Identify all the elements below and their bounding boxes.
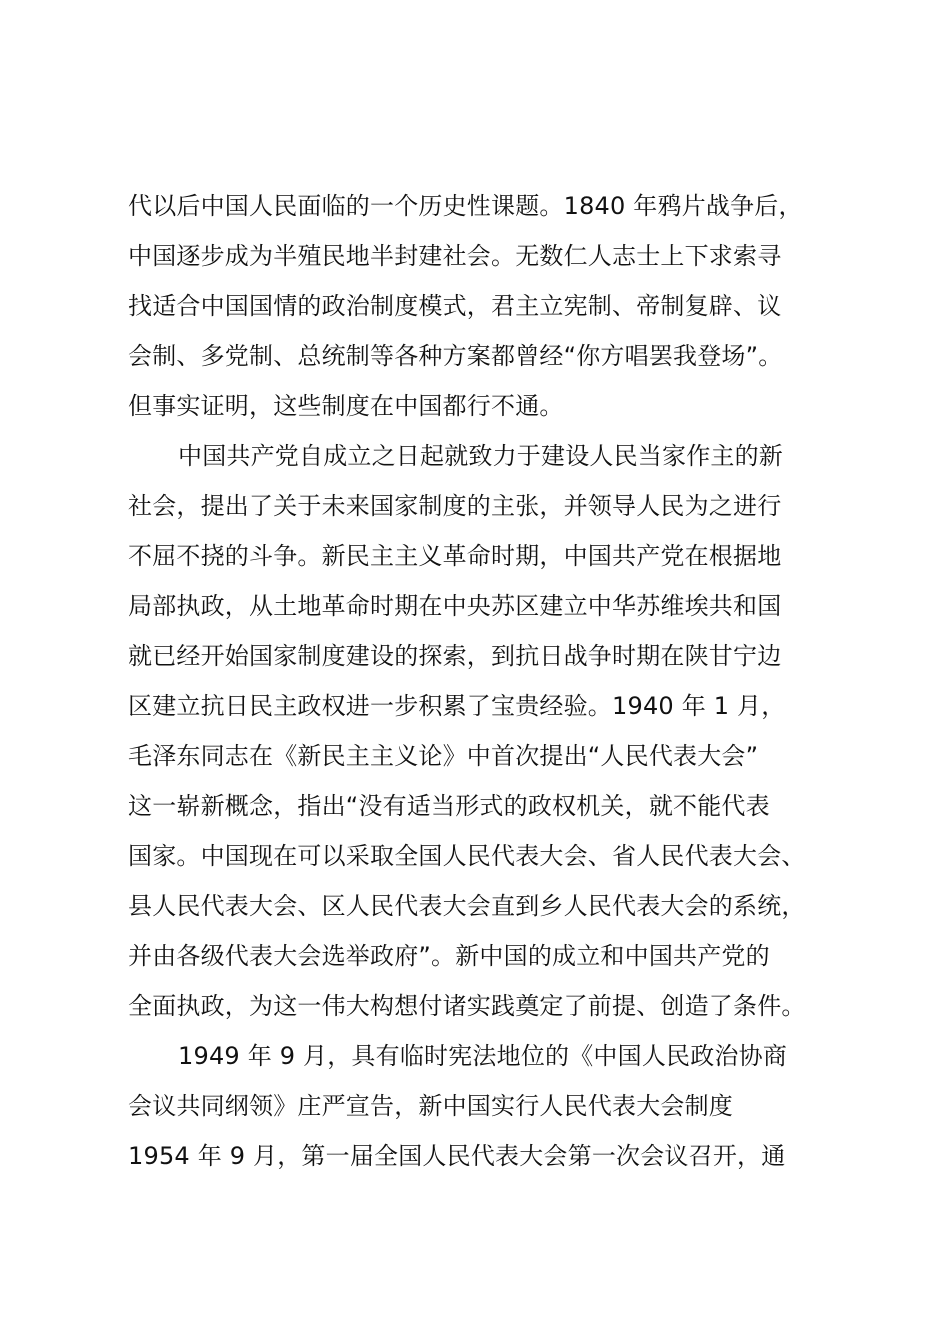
text-line: 社会，提出了关于未来国家制度的主张，并领导人民为之进行 [128, 492, 782, 520]
text-line: 但事实证明，这些制度在中国都行不通。 [128, 392, 564, 420]
text-line: 县人民代表大会、区人民代表大会直到乡人民代表大会的系统， [128, 892, 806, 920]
text-line: 这一崭新概念，指出“没有适当形式的政权机关，就不能代表 [128, 792, 770, 820]
text-line: 就已经开始国家制度建设的探索，到抗日战争时期在陕甘宁边 [128, 642, 782, 670]
text-line: 局部执政，从土地革命时期在中央苏区建立中华苏维埃共和国 [128, 592, 782, 620]
text-line: 中国逐步成为半殖民地半封建社会。无数仁人志士上下求索寻 [128, 242, 782, 270]
paragraph-first-line: 1949 年 9 月，具有临时宪法地位的《中国人民政治协商 [178, 1042, 788, 1070]
text-line: 并由各级代表大会选举政府”。新中国的成立和中国共产党的 [128, 942, 770, 970]
text-line: 国家。中国现在可以采取全国人民代表大会、省人民代表大会、 [128, 842, 806, 870]
text-line: 会制、多党制、总统制等各种方案都曾经“你方唱罢我登场”。 [128, 342, 783, 370]
text-line: 不屈不挠的斗争。新民主主义革命时期，中国共产党在根据地 [128, 542, 782, 570]
text-line: 区建立抗日民主政权进一步积累了宝贵经验。1940 年 1 月， [128, 692, 786, 720]
text-line: 找适合中国国情的政治制度模式，君主立宪制、帝制复辟、议 [128, 292, 782, 320]
text-line: 全面执政，为这一伟大构想付诸实践奠定了前提、创造了条件。 [128, 992, 806, 1020]
text-line: 会议共同纲领》庄严宣告，新中国实行人民代表大会制度 [128, 1092, 733, 1120]
text-line: 毛泽东同志在《新民主主义论》中首次提出“人民代表大会” [128, 742, 759, 770]
paragraph-first-line: 中国共产党自成立之日起就致力于建设人民当家作主的新 [178, 442, 783, 470]
text-line: 1954 年 9 月，第一届全国人民代表大会第一次会议召开，通 [128, 1142, 786, 1170]
text-line: 代以后中国人民面临的一个历史性课题。1840 年鸦片战争后， [128, 192, 803, 220]
